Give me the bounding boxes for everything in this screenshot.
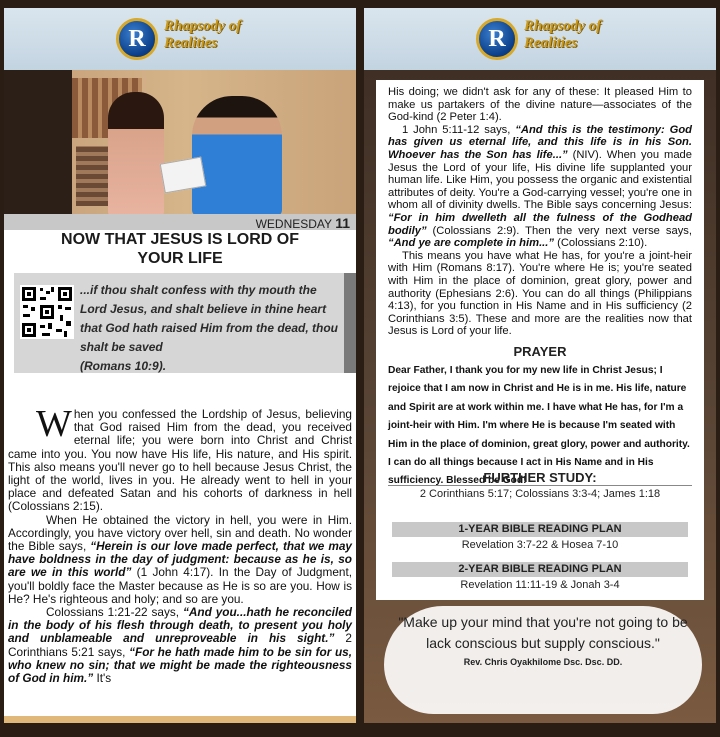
reading-plan-2 xyxy=(392,562,688,593)
quote-bubble xyxy=(384,606,702,714)
further-study-heading: FURTHER STUDY: xyxy=(388,470,692,486)
photo-background-strip xyxy=(4,70,72,216)
rhapsody-logo xyxy=(116,16,266,64)
paragraph-2 xyxy=(8,514,352,606)
paragraph-1 xyxy=(8,403,352,514)
logo-emblem-right: R xyxy=(476,18,518,60)
date-day: WEDNESDAY xyxy=(255,217,332,231)
p5-text-2: (NIV). When you made Jesus the Lord of your life, His divine life supplanted your human life. Like Him, you possess the organic and existential attributes of deity. You're a God-carrying vessel; you're one in whom all of divinity dwells. The Bible says concerning Jesus: xyxy=(388,148,692,212)
quote-author: Rev. Chris Oyakhilome Dsc. Dsc. DD. xyxy=(463,657,623,667)
header-bar xyxy=(4,8,356,70)
p2-text: When He obtained the victory in hell, you were in Him. Accordingly, you have victory over hell, sin and death. No wonder the Bible says, xyxy=(8,512,352,554)
logo-wordmark-right: Rhapsody of Realities xyxy=(524,18,602,51)
further-study-refs: 2 Corinthians 5:17; Colossians 3:3-4; James 1:18 xyxy=(419,488,661,500)
p3-text-end: It's xyxy=(93,671,112,686)
page-bottom-band xyxy=(4,716,356,723)
p3-quote: “And you...hath he reconciled in the body of his flesh through death, to present you holy and unblameable and unreproveable in his sight.” xyxy=(8,605,352,646)
paragraph-5 xyxy=(388,124,692,250)
scripture-accent-bar xyxy=(344,273,356,373)
devotional-body-continued xyxy=(388,86,692,338)
p5-quote: “And this is the testimony: God has given us eternal life, and this life is in his Son. Whoever has the Son has life...” xyxy=(388,123,692,161)
logo-emblem: R xyxy=(116,18,158,60)
plan-2-reading: Revelation 11:11-19 & Jonah 3-4 xyxy=(460,579,620,591)
devotional-body xyxy=(8,403,352,686)
photo-person-left xyxy=(108,92,164,216)
plan-1-heading: 1-YEAR BIBLE READING PLAN xyxy=(392,522,688,537)
p5-text-4: (Colossians 2:10). xyxy=(554,237,648,250)
paragraph-3 xyxy=(8,606,352,685)
p5-quote-2: “For in him dwelleth all the fulness of the Godhead bodily” xyxy=(388,211,692,237)
page-title: NOW THAT JESUS IS LORD OF YOUR LIFE xyxy=(61,231,299,267)
p5-text: 1 John 5:11-12 says, xyxy=(402,123,516,136)
devotional-photo xyxy=(72,70,356,216)
qr-code-icon[interactable] xyxy=(20,285,74,339)
paragraph-1-text: hen you confessed the Lordship of Jesus, believing that God raised Him from the dead, you received eternal life; you were born into Christ and Christ came into you. You now have His life, His nature, and His spirit. This also means you'll never go to hell because Jesus Christ, the light of the world, lives in you. He already went to hell in your place and defeated Satan and his cohorts of darkness in hell (Colossians 2:15). xyxy=(8,407,352,514)
p3-text: Colossians 1:21-22 says, xyxy=(46,605,183,620)
date-label xyxy=(256,215,350,231)
header-bar-right xyxy=(364,8,716,70)
paragraph-4: His doing; we didn't ask for any of these: It pleased Him to make us partakers of the divine nature—associates of the God-kind (2 Peter 1:4). xyxy=(388,86,692,124)
p2-quote: “Herein is our love made perfect, that we may have boldness in the day of judgment: because as he is, so are we in this world” xyxy=(8,539,352,580)
drop-cap: W xyxy=(36,403,72,445)
date-number: 11 xyxy=(335,215,350,231)
plan-1-reading: Revelation 3:7-22 & Hosea 7-10 xyxy=(461,539,619,551)
p2-text-end: (1 John 4:17). In the Day of Judgment, you'll boldly face the Master because as He is so are you. How is He? He's righteous and holy; and so are you. xyxy=(8,565,352,606)
p5-quote-3: “And ye are complete in him...” xyxy=(388,237,554,250)
right-page xyxy=(364,8,716,723)
date-bar xyxy=(4,214,356,230)
quote-text: "Make up your mind that you're not going to be lack conscious but supply conscious." xyxy=(398,614,688,651)
scripture-reference: (Romans 10:9). xyxy=(80,359,167,373)
prayer-text: Dear Father, I thank you for my new life in Christ Jesus; I rejoice that I am now in Christ and He is in me. His life, nature and Spirit are at work within me. I have what He has, for I'm a joint-heir with Him. I'm where He is because I'm seated with Him in the place of dominion, great glory, power and authority. I can do all things because I act in His Name and in His sufficiency. Blessed be God! xyxy=(388,365,690,487)
photo-person-right xyxy=(192,96,282,216)
p5-text-3: (Colossians 2:9). Then the very next verse says, xyxy=(426,224,692,237)
p3-quote-2: “For he hath made him to be sin for us, who knew no sin; that we might be made the righteousness of God in him.” xyxy=(8,644,352,686)
p3-text-mid: 2 Corinthians 5:21 says, xyxy=(8,631,352,659)
plan-2-heading: 2-YEAR BIBLE READING PLAN xyxy=(392,562,688,577)
logo-wordmark: Rhapsody of Realities xyxy=(164,18,242,51)
reading-plan-1 xyxy=(392,522,688,553)
scripture-quote: ...if thou shalt confess with thy mouth the Lord Jesus, and shalt believe in thine heart that God hath raised Him from the dead, thou shalt be saved xyxy=(80,283,339,354)
left-page xyxy=(4,8,356,723)
paragraph-6: This means you have what He has, for you're a joint-heir with Him (Romans 8:17). You're where He is; you're seated with Him in the place of dominion, great glory, power and authority (Ephesians 2:6). You can do all things (Philippians 4:13), for you function in His Name and in His sufficiency (2 Corinthians 3:5). These and more are the realities now that Jesus is Lord of your life. xyxy=(388,249,692,338)
rhapsody-logo-right xyxy=(476,16,626,64)
prayer-heading: PRAYER xyxy=(513,344,567,359)
scripture-text xyxy=(80,281,344,376)
scripture-box xyxy=(14,273,356,373)
